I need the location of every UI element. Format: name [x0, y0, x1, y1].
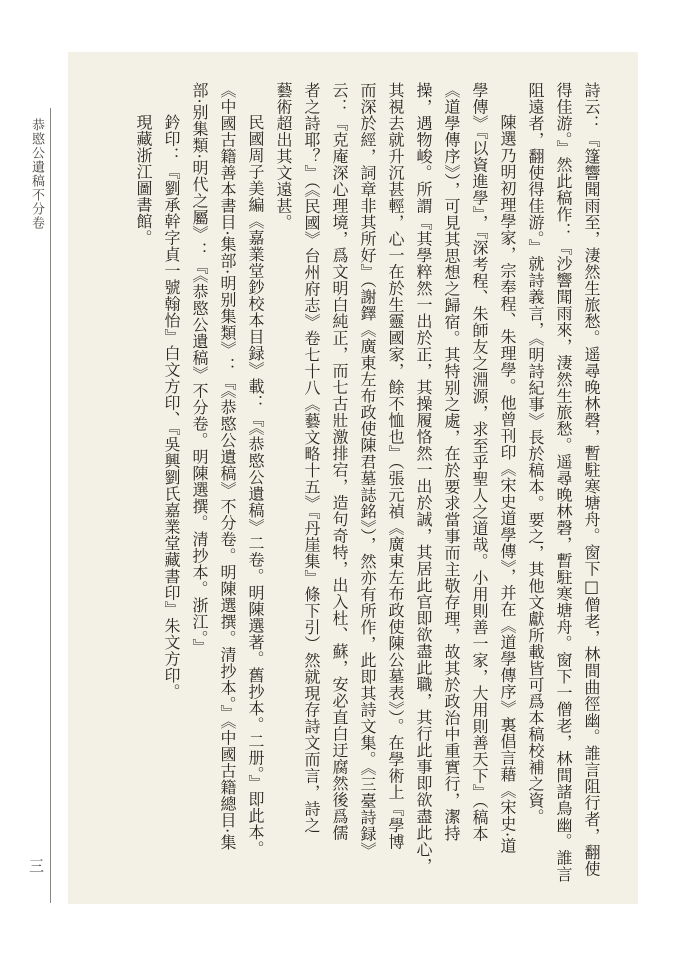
text-line: 學傳》『以資進學』，『深考程、朱師友之淵源，求至乎聖人之道哉。小用則善一家，大用則善天下』（稿本 — [470, 82, 489, 842]
text-line: 現藏浙江圖書館。 — [134, 114, 153, 246]
text-line: 云：『克庵深心理境，爲文明白純正，而七古壯激排宕，造句奇特，出入杜、蘇，安必直白迂腐然後爲儒 — [330, 82, 349, 841]
text-line: 《中國古籍善本書目·集部·明别集類》：『《恭愍公遺稿》不分卷。明陳選撰。清抄本。』《中國古籍總目·集 — [218, 82, 237, 851]
text-line: 而深於經，詞章非其所好』（謝鐸《廣東左布政使陳君墓誌銘》），然亦有所作，此即其詩文集。《三臺詩録》 — [358, 82, 377, 859]
running-title: 恭愍公遺稿不分卷 — [29, 118, 44, 230]
text-line: 詩云：『篷響聞雨至，淒然生旅愁。遥尋晚林磬，暫駐寒塘舟。窗下□僧老，林間曲徑幽。誰言阻行者，翻使 — [582, 82, 601, 877]
text-line: 操，遇物峻。所謂『其學粹然一出於正，其操履恪然一出於誠，其居此官即欲盡此職，其行此事即欲盡此心， — [414, 82, 433, 874]
text-line: 陳選乃明初理學家，宗奉程、朱理學。他曾刊印《宋史道學傳》，并在《道學傳序》裏倡言藉《宋史·道 — [498, 114, 517, 855]
text-line: 藝術超出其文遠甚。 — [274, 82, 293, 231]
text-line: 得佳游。』然此稿作：『沙響聞雨來，淒然生旅愁。遥尋晚林磬，暫駐寒塘舟。窗下一僧老，林間諸鳥幽。誰言 — [554, 82, 573, 883]
page-number: 三 — [27, 858, 45, 873]
text-line: 鈐印：『劉承幹字貞一號翰怡』白文方印、『吳興劉氏嘉業堂藏書印』朱文方印。 — [162, 114, 181, 700]
text-line: 民國周子美編《嘉業堂鈔校本目録》載：『《恭愍公遺稿》二卷。明陳選著。舊抄本。二册。』即此本。 — [246, 114, 265, 857]
margin-rule — [50, 108, 51, 903]
text-line: 阻遠者，翻使得佳游。』就詩義言，《明詩紀事》長於稿本。要之，其他文獻所載皆可爲本稿校補之資。 — [526, 82, 545, 825]
text-line: 其視去就升沉甚輕，心一在於生靈國家，餘不恤也』（張元禎《廣東左布政使陳公墓表》）。在學術上『學博 — [386, 82, 405, 850]
text-line: 部·别集類·明代之屬》：『《恭愍公遺稿》不分卷。明陳選撰。清抄本。浙江。』 — [190, 82, 209, 655]
text-line: 者之詩耶？』（《民國》台州府志》卷七十八《藝文略十五》『丹崖集』條下引）然就現存詩文而言，詩之 — [302, 82, 321, 834]
body-text — [105, 82, 605, 882]
text-line: 《道學傳序》），可見其思想之歸宿。其特别之處，在於要求當事而主敬存理，故其於政治中重實行，潔持 — [442, 82, 461, 842]
